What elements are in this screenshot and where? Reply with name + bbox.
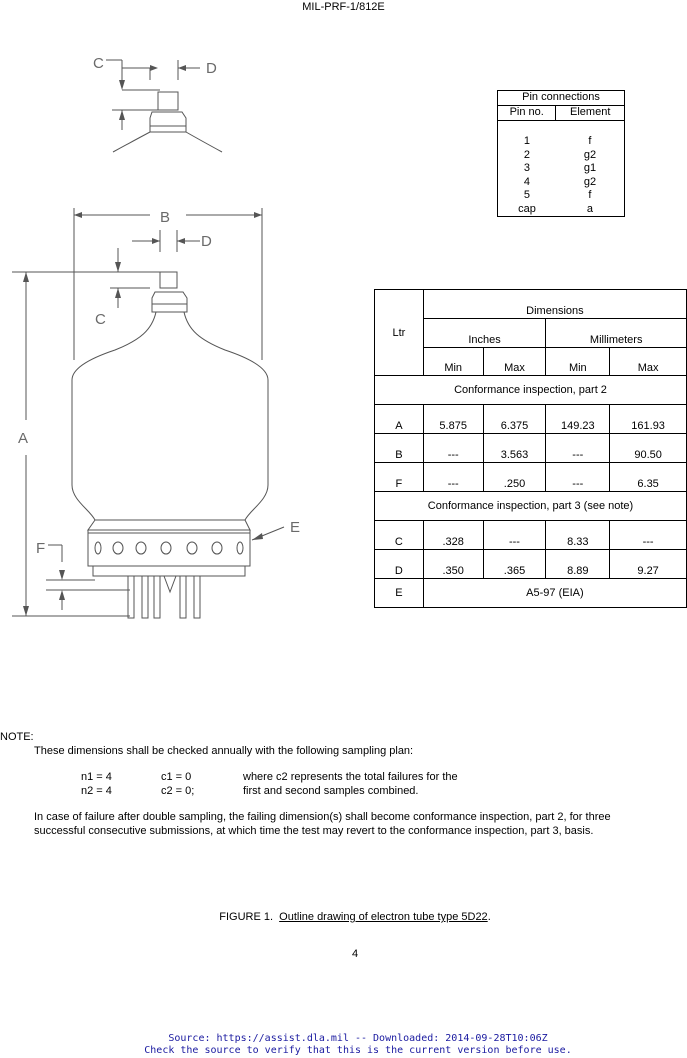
- dim-value: 5.875: [423, 405, 483, 434]
- dim-value: ---: [483, 521, 546, 550]
- note-heading: NOTE:: [0, 731, 34, 743]
- max-header: Max: [610, 348, 687, 376]
- pin-no-header: Pin no.: [498, 106, 556, 121]
- notes-section: [0, 731, 687, 838]
- dim-ltr: F: [375, 463, 424, 492]
- dim-ltr: E: [375, 579, 424, 608]
- dim-value: 90.50: [610, 434, 687, 463]
- dim-value: ---: [546, 434, 610, 463]
- pin-table-title: Pin connections: [498, 91, 625, 106]
- inches-header: Inches: [423, 319, 546, 348]
- dim-value: 149.23: [546, 405, 610, 434]
- millimeters-header: Millimeters: [546, 319, 687, 348]
- label-d: D: [201, 233, 212, 250]
- failure-line-2: successful consecutive submissions, at which time the test may revert to the conformance inspection, part 3, basis.: [34, 824, 594, 837]
- pin-connections-table: [497, 90, 625, 217]
- label-b: B: [160, 209, 171, 226]
- dim-ltr: D: [375, 550, 424, 579]
- source-footer: [0, 1033, 687, 1057]
- pin-element: g2: [583, 148, 597, 161]
- dim-value: 161.93: [610, 405, 687, 434]
- dim-value: 6.375: [483, 405, 546, 434]
- min-header: Min: [546, 348, 610, 376]
- failure-line-1: In case of failure after double sampling, the failing dimension(s) shall become conformance inspection, part 2, for three: [34, 811, 611, 823]
- section-part3: Conformance inspection, part 3 (see note): [375, 492, 687, 521]
- dimensions-header: Dimensions: [423, 290, 686, 319]
- figure-period: .: [487, 911, 491, 923]
- dim-value: 8.89: [546, 550, 610, 579]
- tube-outline-drawing: [0, 40, 300, 630]
- dim-ltr: A: [375, 405, 424, 434]
- min-header: Min: [423, 348, 483, 376]
- plan-text: where c2 represents the total failures for the: [243, 771, 458, 783]
- plan-row: [0, 785, 687, 799]
- plan-c: c1 = 0: [161, 771, 192, 783]
- figure-title: Outline drawing of electron tube type 5D22: [279, 911, 488, 923]
- dim-value: .250: [483, 463, 546, 492]
- dim-value: 9.27: [610, 550, 687, 579]
- pin-no: 5: [523, 189, 531, 201]
- pin-no: 2: [523, 148, 531, 161]
- note-intro: These dimensions shall be checked annually with the following sampling plan:: [34, 744, 414, 757]
- dim-value: .365: [483, 550, 546, 579]
- plan-n: n2 = 4: [81, 784, 112, 797]
- pin-element: f: [588, 135, 592, 147]
- label-d-top: D: [206, 60, 217, 77]
- dimensions-table: [374, 289, 687, 608]
- plan-c: c2 = 0;: [161, 784, 195, 797]
- plan-text: first and second samples combined.: [243, 784, 419, 797]
- figure-caption: [0, 911, 687, 923]
- pin-element: g1: [583, 162, 597, 174]
- document-id: MIL-PRF-1/812E: [302, 1, 385, 13]
- dim-ltr: C: [375, 521, 424, 550]
- dim-value: 8.33: [546, 521, 610, 550]
- dim-value: .350: [423, 550, 483, 579]
- plan-n: n1 = 4: [81, 771, 112, 783]
- section-part2: Conformance inspection, part 2: [375, 376, 687, 405]
- pin-no: 3: [523, 162, 531, 174]
- dim-value: ---: [546, 463, 610, 492]
- element-header: Element: [556, 106, 625, 121]
- pin-element: a: [586, 202, 594, 215]
- dim-value: .328: [423, 521, 483, 550]
- dim-value: ---: [423, 463, 483, 492]
- footer-line-2: Check the source to verify that this is the current version before use.: [144, 1045, 572, 1056]
- pin-no: 1: [523, 135, 531, 147]
- label-f: F: [36, 540, 46, 557]
- dim-value: 6.35: [610, 463, 687, 492]
- ltr-header: Ltr: [375, 290, 424, 376]
- max-header: Max: [483, 348, 546, 376]
- dim-value: ---: [610, 521, 687, 550]
- plan-row: [0, 771, 687, 785]
- footer-line-1: Source: https://assist.dla.mil -- Downloaded: 2014-09-28T10:06Z: [168, 1033, 548, 1044]
- dim-ltr: B: [375, 434, 424, 463]
- pin-element: f: [588, 189, 592, 201]
- pin-no: cap: [518, 202, 536, 215]
- dim-value-e: A5-97 (EIA): [423, 579, 686, 608]
- pin-element: g2: [583, 175, 597, 188]
- dim-value: ---: [423, 434, 483, 463]
- page-number: 4: [351, 948, 359, 960]
- label-a: A: [18, 430, 29, 447]
- label-e: E: [290, 519, 300, 536]
- dim-value: 3.563: [483, 434, 546, 463]
- label-c: C: [95, 311, 106, 328]
- label-c-top: C: [93, 55, 104, 72]
- figure-label: FIGURE 1.: [219, 911, 274, 923]
- pin-no: 4: [523, 175, 531, 188]
